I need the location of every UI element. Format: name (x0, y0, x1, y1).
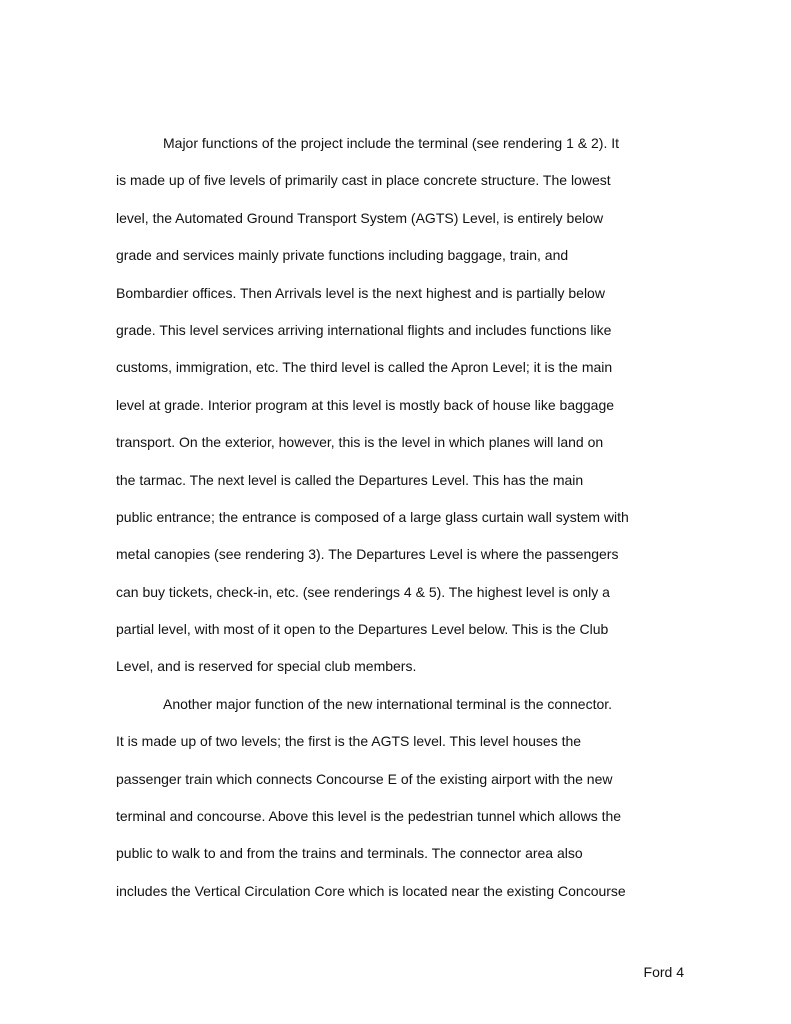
text-line: transport. On the exterior, however, this is the level in which planes will land on (116, 434, 604, 451)
text-line: level at grade. Interior program at this level is mostly back of house like baggage (116, 396, 615, 413)
text-line: grade. This level services arriving international flights and includes functions like (116, 321, 612, 338)
paragraph-1 (116, 131, 676, 692)
text-line: Major functions of the project include the terminal (see rendering 1 & 2). It (163, 135, 620, 151)
text-line: public entrance; the entrance is composed of a large glass curtain wall system with (116, 508, 629, 525)
text-line: Level, and is reserved for special club members. (116, 658, 417, 675)
text-line: is made up of five levels of primarily cast in place concrete structure. The lowest (116, 172, 611, 189)
text-line: level, the Automated Ground Transport System (AGTS) Level, is entirely below (116, 209, 604, 226)
text-line: It is made up of two levels; the first is the AGTS level. This level houses the (116, 733, 582, 750)
text-line: terminal and concourse. Above this level is the pedestrian tunnel which allows the (116, 808, 622, 825)
text-line: grade and services mainly private functions including baggage, train, and (116, 247, 569, 264)
text-line: Bombardier offices. Then Arrivals level is the next highest and is partially below (116, 284, 605, 301)
text-line: the tarmac. The next level is called the Departures Level. This has the main (116, 471, 584, 488)
page-footer: Ford 4 (643, 964, 684, 980)
text-line: includes the Vertical Circulation Core which is located near the existing Concourse (116, 882, 626, 899)
body-text (116, 131, 676, 916)
text-line: Another major function of the new international terminal is the connector. (163, 695, 613, 712)
text-line: metal canopies (see rendering 3). The Departures Level is where the passengers (116, 546, 619, 563)
text-line: partial level, with most of it open to the Departures Level below. This is the Club (116, 621, 609, 638)
paragraph-2 (116, 692, 676, 916)
text-line: customs, immigration, etc. The third level is called the Apron Level; it is the main (116, 359, 613, 376)
text-line: can buy tickets, check-in, etc. (see renderings 4 & 5). The highest level is only a (116, 583, 610, 600)
text-line: passenger train which connects Concourse E of the existing airport with the new (116, 770, 613, 787)
text-line: public to walk to and from the trains and terminals. The connector area also (116, 845, 583, 862)
